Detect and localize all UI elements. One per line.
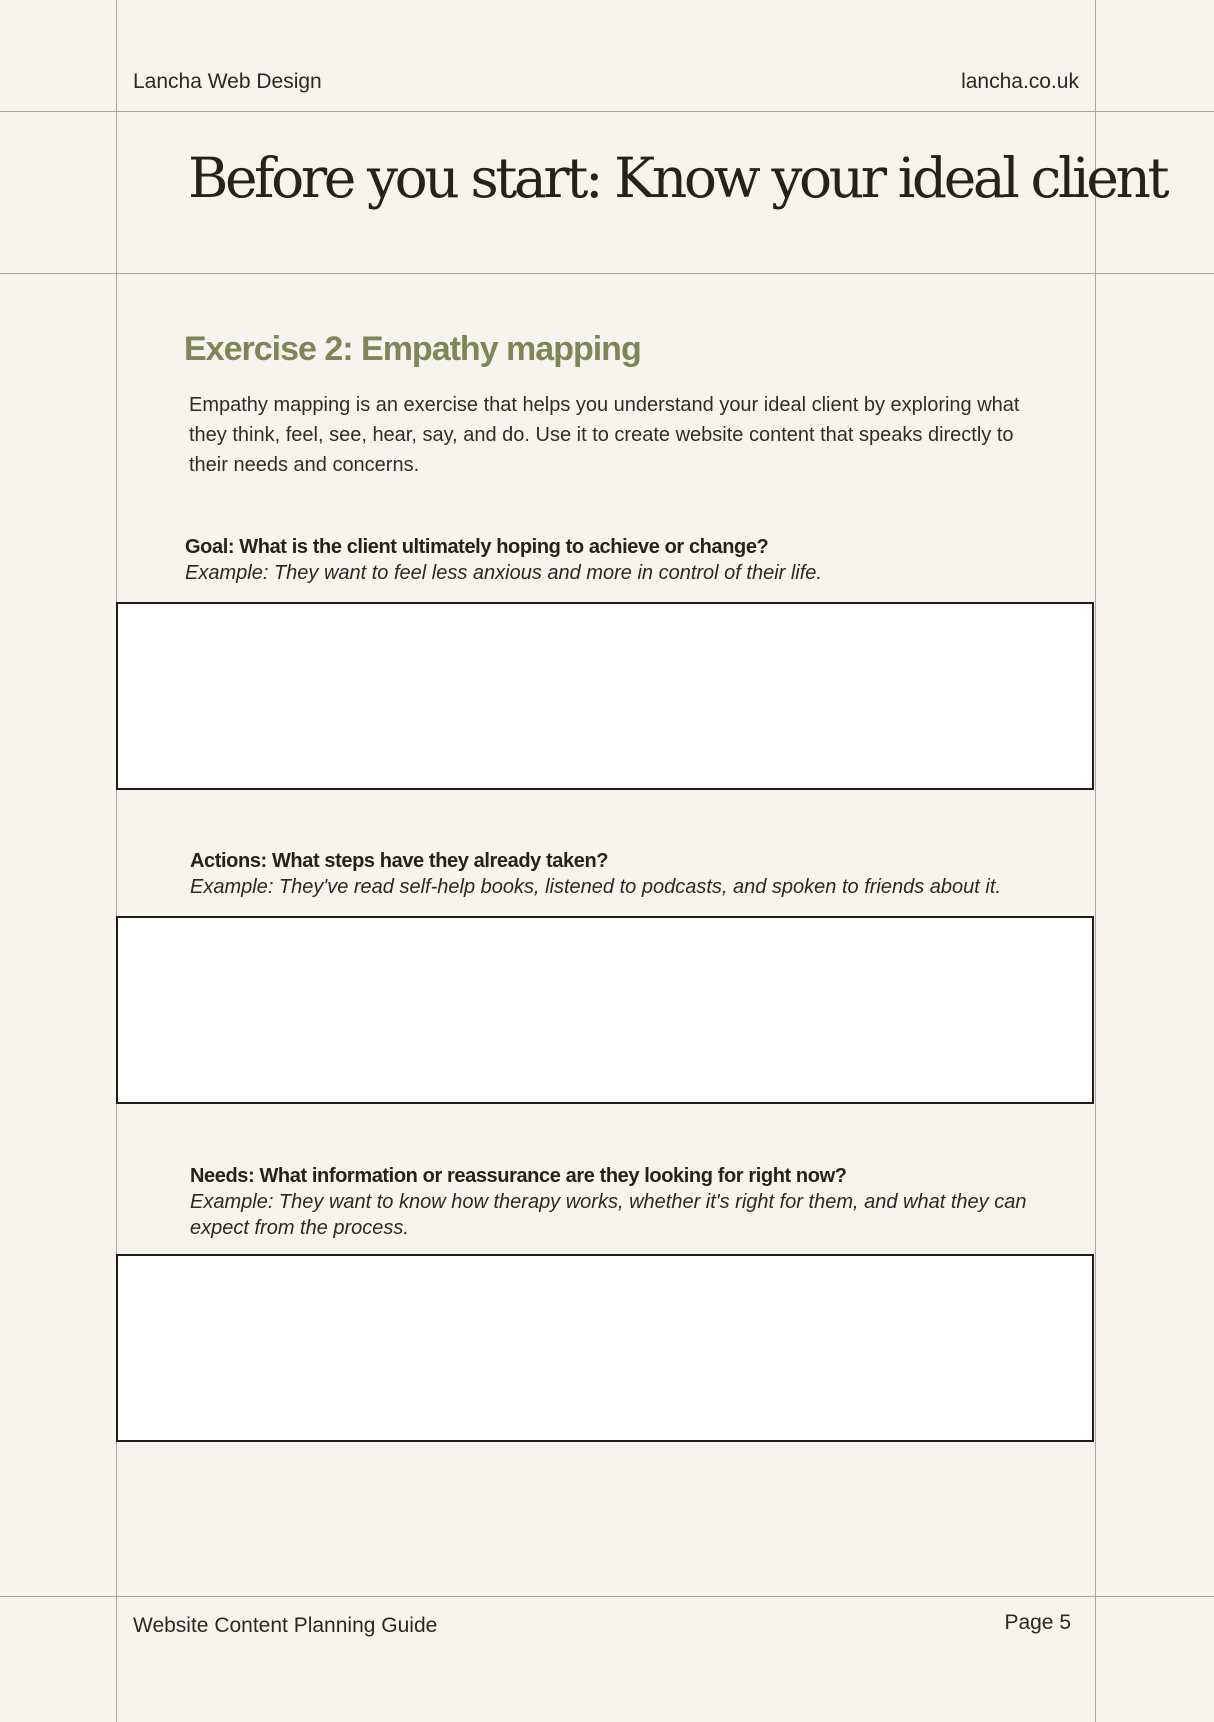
- answer-box-needs[interactable]: [116, 1254, 1094, 1442]
- answer-box-actions[interactable]: [116, 916, 1094, 1104]
- question-goal-title: Goal: What is the client ultimately hoping to achieve or change?: [185, 536, 769, 558]
- footer-rule: [0, 1596, 1214, 1597]
- page-number: Page 5: [1004, 1611, 1071, 1634]
- page-title: Before you start: Know your ideal client: [188, 146, 1167, 210]
- left-margin-rule: [116, 0, 117, 1722]
- question-needs-title: Needs: What information or reassurance are they looking for right now?: [190, 1165, 847, 1187]
- answer-box-goal[interactable]: [116, 602, 1094, 790]
- exercise-title: Exercise 2: Empathy mapping: [184, 330, 641, 368]
- question-needs: [190, 1163, 1040, 1241]
- question-actions: [190, 848, 1050, 900]
- exercise-intro: Empathy mapping is an exercise that helps you understand your ideal client by exploring what they think, feel, see, hear, say, and do. Use it to create website content that speaks directly to their needs and concerns.: [189, 394, 1020, 476]
- title-rule: [0, 273, 1214, 274]
- question-goal-example: Example: They want to feel less anxious and more in control of their life.: [185, 562, 822, 584]
- footer-guide-name: Website Content Planning Guide: [133, 1614, 438, 1637]
- right-margin-rule: [1095, 0, 1096, 1722]
- question-actions-title: Actions: What steps have they already taken?: [190, 850, 609, 872]
- question-actions-example: Example: They've read self-help books, listened to podcasts, and spoken to friends about it.: [190, 876, 1001, 898]
- question-goal: [185, 534, 1045, 586]
- header-website: lancha.co.uk: [961, 70, 1079, 93]
- question-needs-example: Example: They want to know how therapy works, whether it's right for them, and what they can expect from the process.: [190, 1191, 1027, 1239]
- header-brand: Lancha Web Design: [133, 70, 322, 93]
- header-rule: [0, 111, 1214, 112]
